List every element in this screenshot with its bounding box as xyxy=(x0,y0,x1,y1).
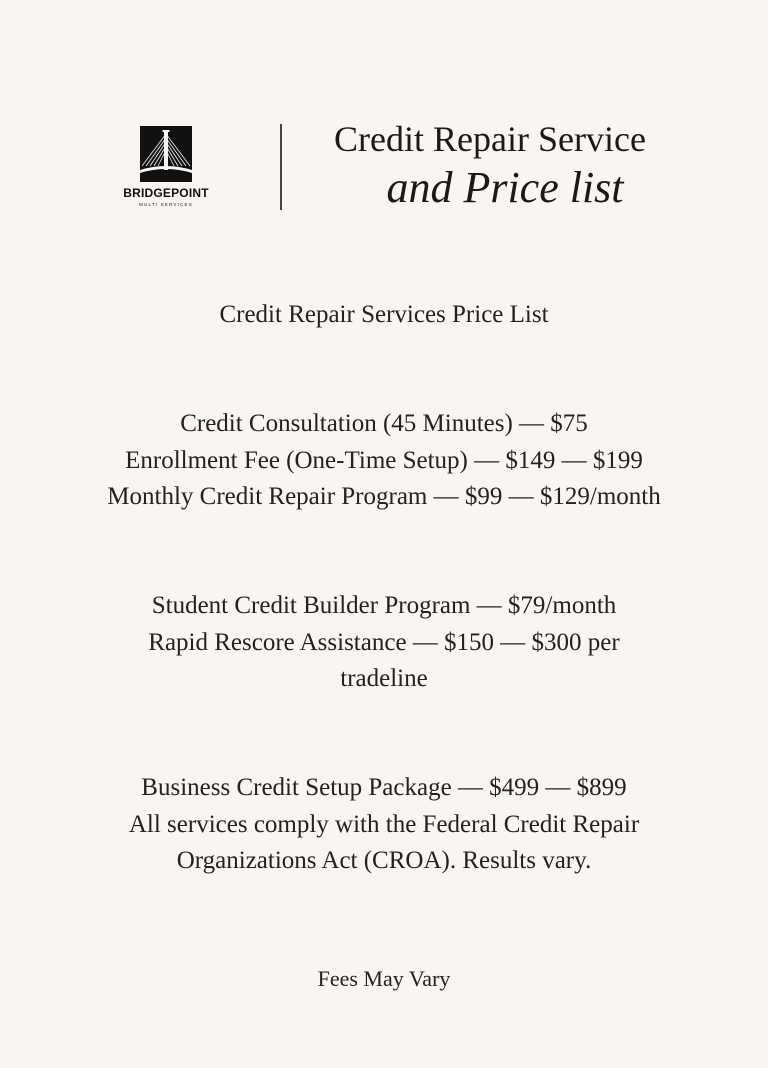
price-line: Credit Consultation (45 Minutes) — $75 xyxy=(180,410,588,437)
price-line: Business Credit Setup Package — $499 — $899 xyxy=(141,774,627,801)
page-title: Credit Repair Service xyxy=(334,119,646,159)
company-logo xyxy=(118,126,214,212)
page-title-script: and Price list xyxy=(386,163,624,212)
price-line: Enrollment Fee (One-Time Setup) — $149 — $199 xyxy=(125,446,643,474)
price-line: Monthly Credit Repair Program — $99 — $129/month xyxy=(107,483,661,510)
price-list-heading: Credit Repair Services Price List xyxy=(219,301,549,328)
price-line: tradeline xyxy=(340,665,428,692)
disclaimer-line: All services comply with the Federal Credit Repair xyxy=(128,810,640,838)
header xyxy=(0,118,768,218)
brand-subname: MULTI SERVICES xyxy=(139,202,193,207)
fees-note: Fees May Vary xyxy=(317,966,451,991)
brand-name: BRIDGEPOINT xyxy=(123,186,209,200)
price-section-2 xyxy=(34,588,734,698)
price-section-1 xyxy=(34,406,734,516)
price-line: Student Credit Builder Program — $79/month xyxy=(151,592,617,619)
bridge-icon xyxy=(140,126,192,182)
header-divider xyxy=(280,124,282,210)
price-line: Rapid Rescore Assistance — $150 — $300 per xyxy=(148,628,620,656)
price-section-3 xyxy=(34,770,734,880)
disclaimer-line: Organizations Act (CROA). Results vary. xyxy=(176,847,592,874)
